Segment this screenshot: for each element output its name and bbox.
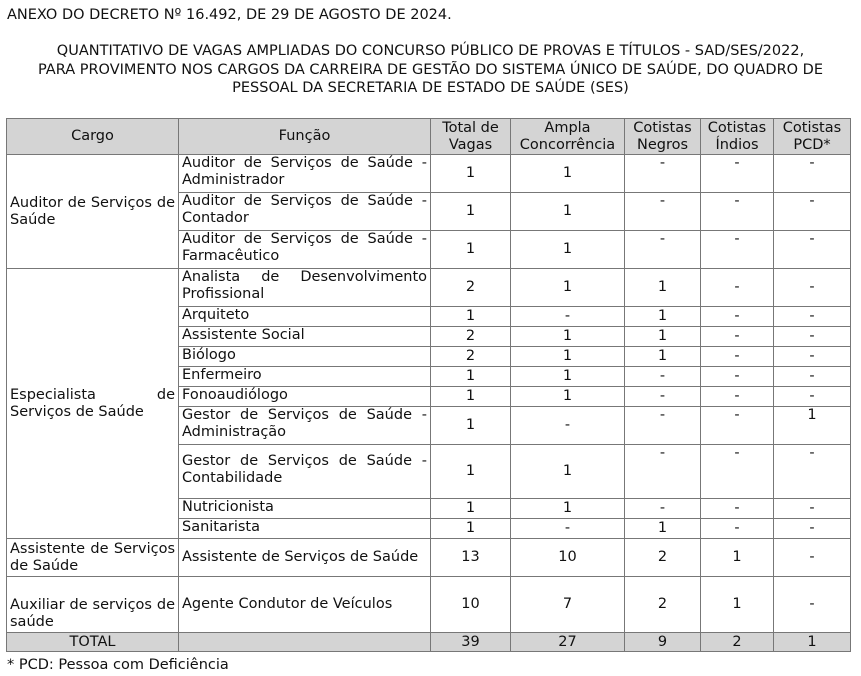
- total-pcd-cell: 1: [774, 633, 851, 652]
- indios-cell: -: [701, 445, 774, 499]
- total-row: [7, 633, 851, 652]
- ampla-cell: 1: [511, 193, 625, 231]
- title-line: PARA PROVIMENTO NOS CARGOS DA CARREIRA DE GESTÃO DO SISTEMA ÚNICO DE SAÚDE, DO QUADRO DE: [37, 61, 824, 78]
- negros-cell: 2: [625, 539, 701, 577]
- pcd-cell: -: [774, 155, 851, 193]
- ampla-cell: -: [511, 519, 625, 539]
- ampla-cell: 1: [511, 347, 625, 367]
- pcd-cell: -: [774, 519, 851, 539]
- pcd-cell: -: [774, 307, 851, 327]
- negros-cell: 2: [625, 577, 701, 633]
- total-cell: 1: [431, 445, 511, 499]
- pcd-cell: 1: [774, 407, 851, 445]
- funcao-cell: Biólogo: [179, 347, 431, 367]
- negros-cell: 1: [625, 307, 701, 327]
- indios-cell: -: [701, 269, 774, 307]
- total-cell: 1: [431, 193, 511, 231]
- ampla-cell: 1: [511, 155, 625, 193]
- ampla-cell: 1: [511, 367, 625, 387]
- pcd-cell: -: [774, 539, 851, 577]
- funcao-cell: Auditor de Serviços de Saúde -Farmacêutico: [179, 231, 431, 269]
- negros-cell: -: [625, 193, 701, 231]
- total-cell: 13: [431, 539, 511, 577]
- funcao-cell: Arquiteto: [179, 307, 431, 327]
- indios-cell: -: [701, 367, 774, 387]
- pcd-cell: -: [774, 367, 851, 387]
- ampla-cell: 1: [511, 231, 625, 269]
- indios-cell: -: [701, 193, 774, 231]
- ampla-cell: -: [511, 407, 625, 445]
- ampla-cell: 1: [511, 445, 625, 499]
- negros-cell: -: [625, 231, 701, 269]
- column-header-indios: Cotistas Índios: [701, 119, 774, 155]
- total-cell: 2: [431, 269, 511, 307]
- pcd-cell: -: [774, 327, 851, 347]
- negros-cell: 1: [625, 327, 701, 347]
- funcao-cell: Gestor de Serviços de Saúde - Contabilidade: [179, 445, 431, 499]
- ampla-cell: 1: [511, 269, 625, 307]
- funcao-cell: Gestor de Serviços de Saúde - Administração: [179, 407, 431, 445]
- decree-header: ANEXO DO DECRETO Nº 16.492, DE 29 DE AGOSTO DE 2024.: [7, 7, 452, 23]
- negros-cell: 1: [625, 519, 701, 539]
- cargo-cell: Especialista de Serviços de Saúde: [7, 269, 179, 539]
- funcao-cell: Nutricionista: [179, 499, 431, 519]
- indios-cell: -: [701, 519, 774, 539]
- pcd-cell: -: [774, 193, 851, 231]
- negros-cell: -: [625, 445, 701, 499]
- table-row: [7, 155, 851, 193]
- column-header-pcd: Cotistas PCD*: [774, 119, 851, 155]
- ampla-cell: -: [511, 307, 625, 327]
- vacancies-table: [6, 118, 851, 652]
- indios-cell: -: [701, 307, 774, 327]
- indios-cell: -: [701, 499, 774, 519]
- indios-cell: 1: [701, 577, 774, 633]
- table-row: [7, 269, 851, 307]
- footnote: * PCD: Pessoa com Deficiência: [7, 657, 229, 673]
- pcd-cell: -: [774, 499, 851, 519]
- column-header-funcao: Função: [179, 119, 431, 155]
- funcao-cell: Agente Condutor de Veículos: [179, 577, 431, 633]
- pcd-cell: -: [774, 387, 851, 407]
- table-row: [7, 577, 851, 633]
- indios-cell: 1: [701, 539, 774, 577]
- total-funcao-cell: [179, 633, 431, 652]
- total-cell: 2: [431, 327, 511, 347]
- title-line: QUANTITATIVO DE VAGAS AMPLIADAS DO CONCURSO PÚBLICO DE PROVAS E TÍTULOS - SAD/SES/2022,: [56, 43, 805, 59]
- total-total-cell: 39: [431, 633, 511, 652]
- total-cell: 1: [431, 519, 511, 539]
- table-row: [7, 539, 851, 577]
- cargo-cell: Auditor de Serviços de Saúde: [7, 155, 179, 269]
- ampla-cell: 10: [511, 539, 625, 577]
- total-cell: 1: [431, 307, 511, 327]
- ampla-cell: 1: [511, 387, 625, 407]
- negros-cell: -: [625, 407, 701, 445]
- ampla-cell: 1: [511, 499, 625, 519]
- title-line: PESSOAL DA SECRETARIA DE ESTADO DE SAÚDE (SES): [232, 80, 629, 96]
- funcao-cell: Enfermeiro: [179, 367, 431, 387]
- cargo-cell: Assistente de Serviços de Saúde: [7, 539, 179, 577]
- pcd-cell: -: [774, 347, 851, 367]
- total-cell: 1: [431, 231, 511, 269]
- total-label: TOTAL: [7, 633, 179, 652]
- funcao-cell: Analista de Desenvolvimento Profissional: [179, 269, 431, 307]
- total-cell: 10: [431, 577, 511, 633]
- funcao-cell: Assistente de Serviços de Saúde: [179, 539, 431, 577]
- document-title: [0, 42, 861, 98]
- funcao-cell: Sanitarista: [179, 519, 431, 539]
- total-cell: 1: [431, 407, 511, 445]
- pcd-cell: -: [774, 445, 851, 499]
- column-header-negros: Cotistas Negros: [625, 119, 701, 155]
- cargo-cell: Auxiliar de serviços de saúde: [7, 577, 179, 633]
- ampla-cell: 7: [511, 577, 625, 633]
- total-cell: 1: [431, 387, 511, 407]
- column-header-ampla: Ampla Concorrência: [511, 119, 625, 155]
- indios-cell: -: [701, 327, 774, 347]
- negros-cell: 1: [625, 347, 701, 367]
- ampla-cell: 1: [511, 327, 625, 347]
- indios-cell: -: [701, 387, 774, 407]
- funcao-cell: Auditor de Serviços de Saúde - Contador: [179, 193, 431, 231]
- total-ampla-cell: 27: [511, 633, 625, 652]
- pcd-cell: -: [774, 231, 851, 269]
- negros-cell: -: [625, 155, 701, 193]
- negros-cell: -: [625, 367, 701, 387]
- indios-cell: -: [701, 407, 774, 445]
- total-cell: 1: [431, 367, 511, 387]
- total-indios-cell: 2: [701, 633, 774, 652]
- negros-cell: 1: [625, 269, 701, 307]
- indios-cell: -: [701, 347, 774, 367]
- negros-cell: -: [625, 499, 701, 519]
- funcao-cell: Fonoaudiólogo: [179, 387, 431, 407]
- pcd-cell: -: [774, 577, 851, 633]
- pcd-cell: -: [774, 269, 851, 307]
- indios-cell: -: [701, 155, 774, 193]
- funcao-cell: Assistente Social: [179, 327, 431, 347]
- total-cell: 1: [431, 155, 511, 193]
- negros-cell: -: [625, 387, 701, 407]
- funcao-cell: Auditor de Serviços de Saúde - Administrador: [179, 155, 431, 193]
- table-header-row: [7, 119, 851, 155]
- total-cell: 1: [431, 499, 511, 519]
- column-header-cargo: Cargo: [7, 119, 179, 155]
- total-negros-cell: 9: [625, 633, 701, 652]
- total-cell: 2: [431, 347, 511, 367]
- column-header-total: Total de Vagas: [431, 119, 511, 155]
- indios-cell: -: [701, 231, 774, 269]
